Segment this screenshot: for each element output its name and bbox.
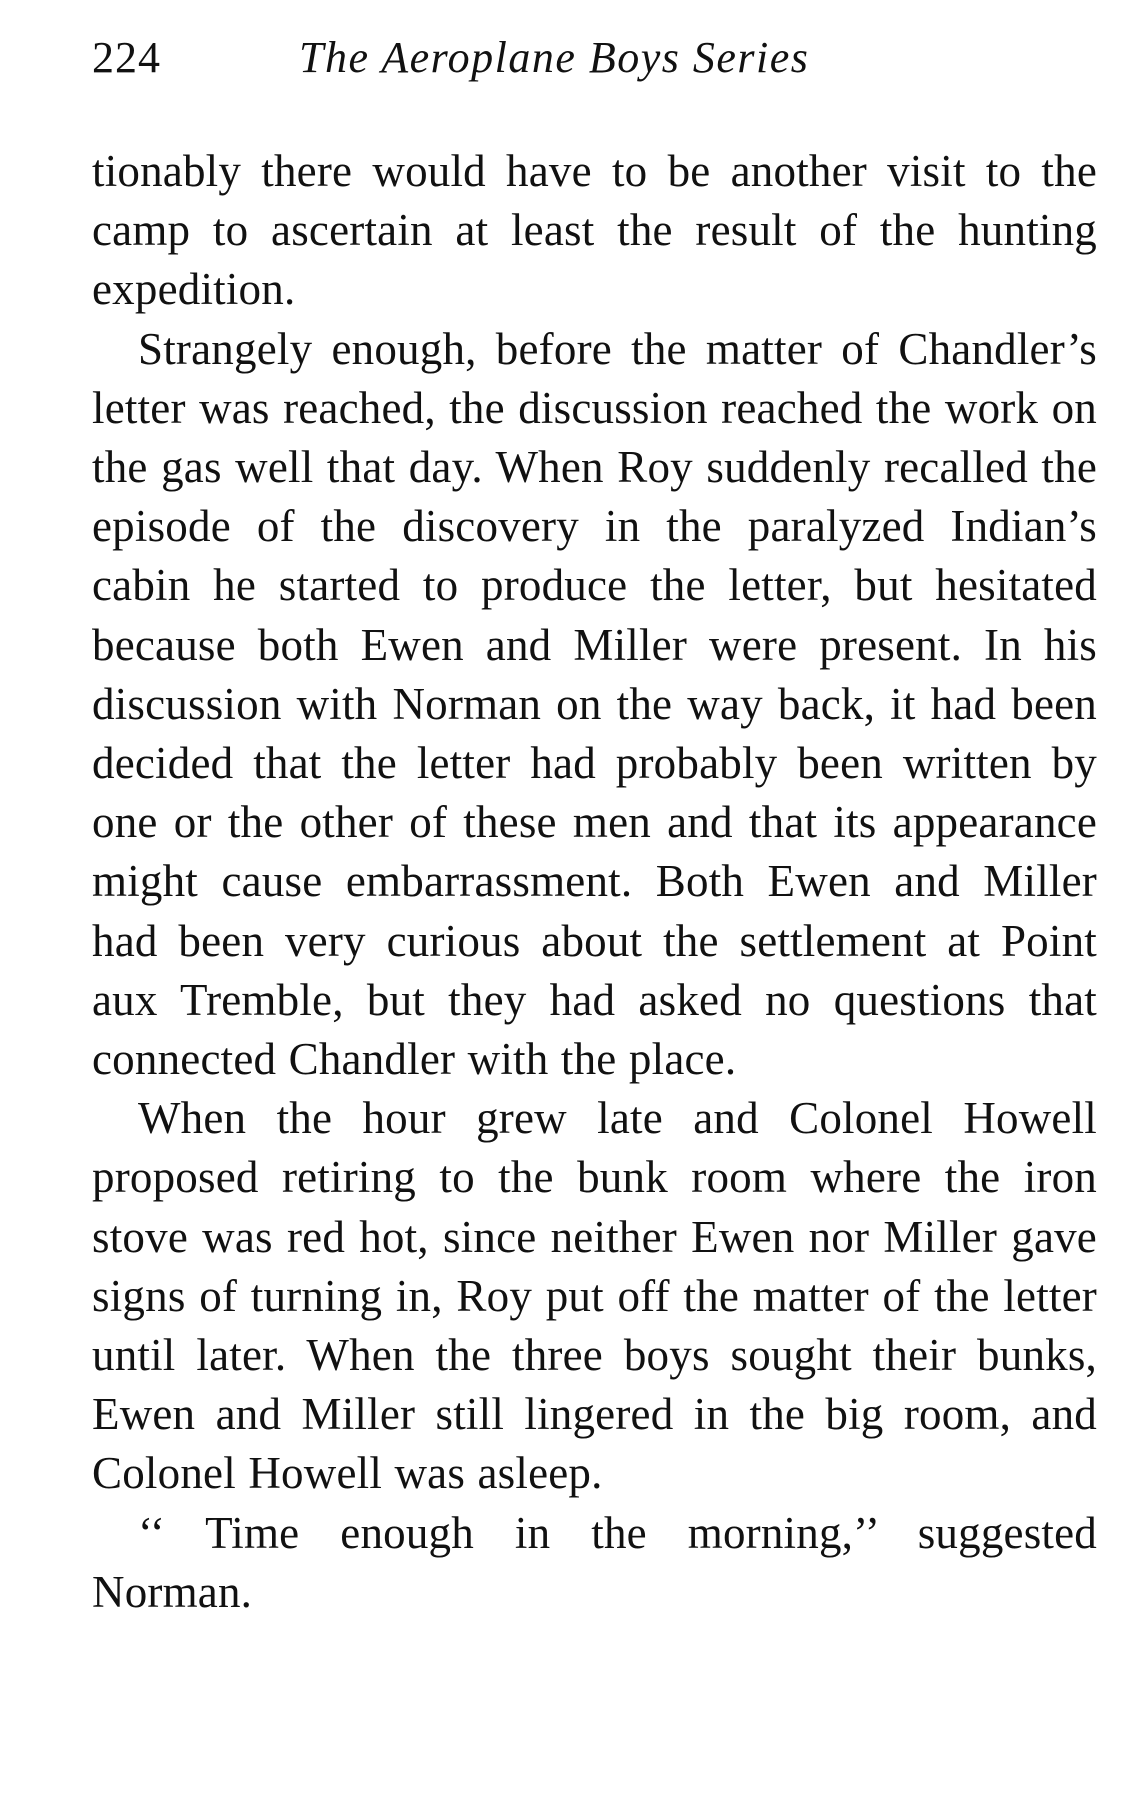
page-number: 224 — [92, 33, 161, 82]
body-text — [92, 142, 1097, 1622]
paragraph-continued: tionably there would have to be another visit to the camp to ascertain at least the result of the hunting expedition. — [92, 146, 1097, 315]
paragraph: When the hour grew late and Colonel Howell proposed retiring to the bunk room where the iron stove was red hot, since neither Ewen nor Miller gave signs of turning in, Roy put off the matter of the letter until later. When the three boys sought their bunks, Ewen and Miller still lingered in the big room, and Colonel Howell was asleep. — [92, 1093, 1097, 1499]
running-head — [92, 28, 1092, 88]
paragraph: Strangely enough, before the matter of Chandler’s letter was reached, the discussion reached the work on the gas well that day. When Roy suddenly recalled the episode of the discovery in the paralyzed Indian’s cabin he started to produce the letter, but hesitated because both Ewen and Miller were present. In his discussion with Norman on the way back, it had been decided that the letter had probably been written by one or the other of these men and that its appearance might cause embarrassment. Both Ewen and Miller had been very curious about the settlement at Point aux Tremble, but they had asked no questions that connected Chandler with the place. — [92, 323, 1097, 1085]
series-title: The Aeroplane Boys Series — [299, 33, 810, 82]
paragraph-dialogue: ‘‘ Time enough in the morning,’’ suggested Norman. — [92, 1507, 1097, 1617]
